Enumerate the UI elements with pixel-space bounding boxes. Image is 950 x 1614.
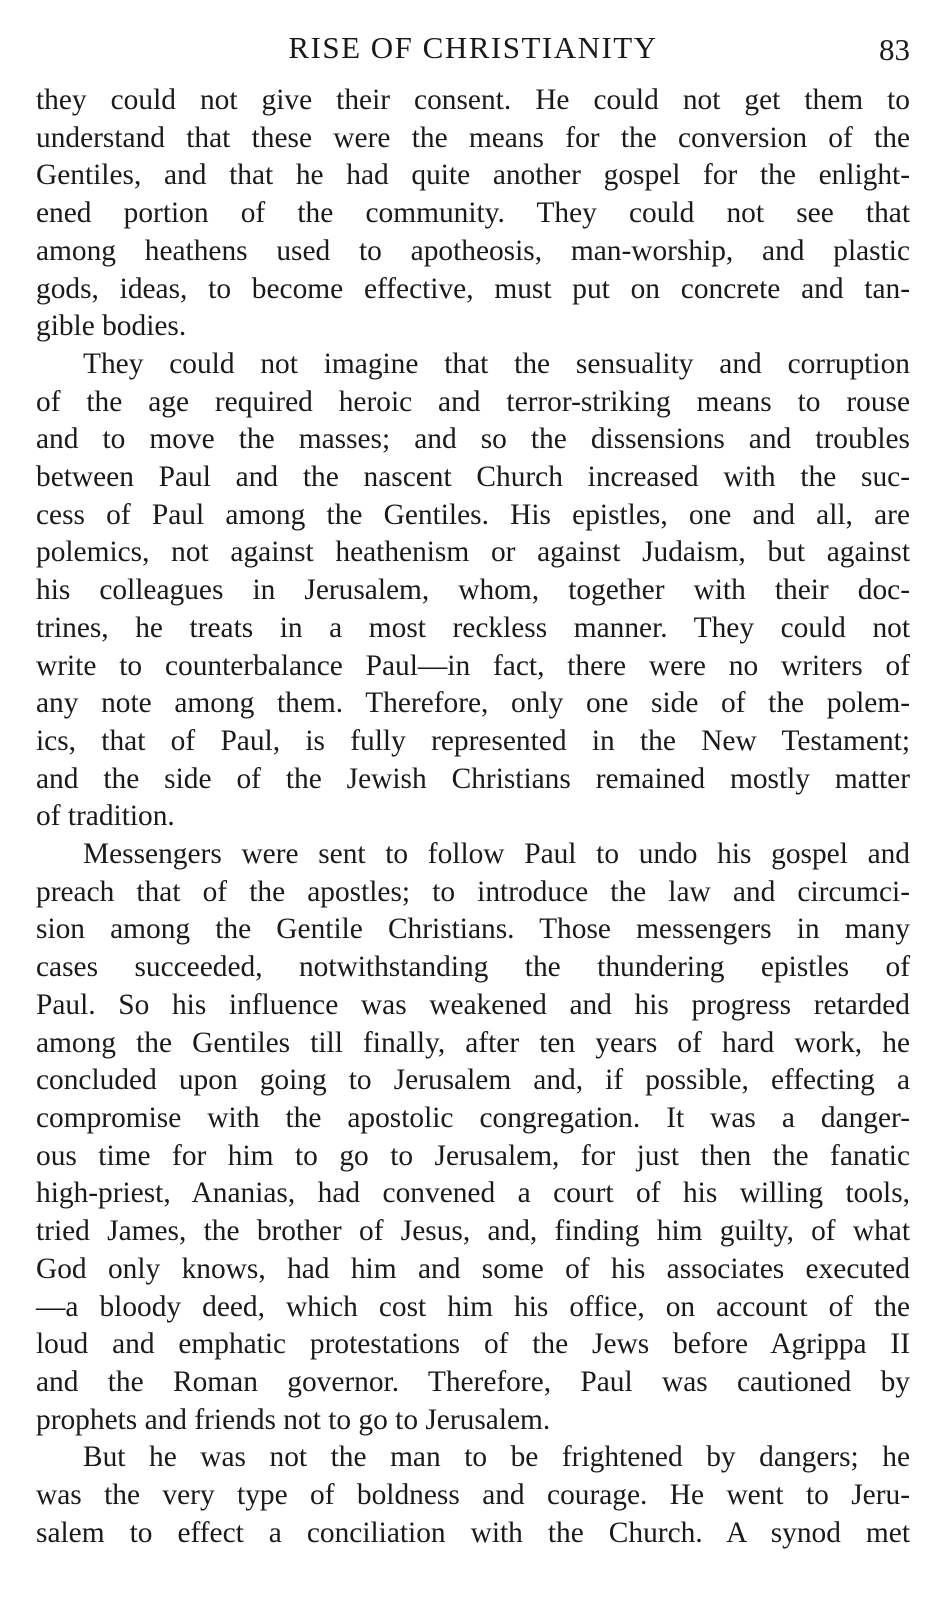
text-line: ous time for him to go to Jerusalem, for just then the fanatic xyxy=(36,1139,910,1172)
text-line: cases succeeded, notwithstanding the thundering epistles of xyxy=(36,951,910,984)
text-line: They could not imagine that the sensuality and corruption xyxy=(83,347,910,380)
text-line: compromise with the apostolic congregation. It was a danger- xyxy=(36,1101,910,1134)
text-line: gible bodies. xyxy=(36,310,187,343)
text-line: any note among them. Therefore, only one side of the polem- xyxy=(36,687,910,720)
text-line: and the Roman governor. Therefore, Paul was cautioned by xyxy=(36,1365,910,1398)
text-line: Messengers were sent to follow Paul to undo his gospel and xyxy=(83,838,910,871)
text-line: tried James, the brother of Jesus, and, finding him guilty, of what xyxy=(36,1215,910,1248)
text-line: and to move the masses; and so the dissensions and troubles xyxy=(36,423,910,456)
text-line: high-priest, Ananias, had convened a court of his willing tools, xyxy=(36,1177,910,1210)
text-line: prophets and friends not to go to Jerusalem. xyxy=(36,1403,551,1436)
text-line: write to counterbalance Paul—in fact, there were no writers of xyxy=(36,649,910,682)
text-line: preach that of the apostles; to introduce the law and circumci- xyxy=(36,875,910,908)
body-text xyxy=(36,82,910,1552)
text-line: salem to effect a conciliation with the Church. A synod met xyxy=(36,1516,910,1549)
text-line: of the age required heroic and terror-striking means to rouse xyxy=(36,385,910,418)
text-line: ics, that of Paul, is fully represented in the New Testament; xyxy=(36,724,910,757)
text-line: loud and emphatic protestations of the Jews before Agrippa II xyxy=(36,1328,910,1361)
text-line: and the side of the Jewish Christians remained mostly matter xyxy=(36,762,910,795)
text-line: But he was not the man to be frightened by dangers; he xyxy=(83,1441,910,1474)
text-line: among the Gentiles till finally, after ten years of hard work, he xyxy=(36,1026,910,1059)
text-line: sion among the Gentile Christians. Those messengers in many xyxy=(36,913,910,946)
text-line: Paul. So his influence was weakened and his progress retarded xyxy=(36,988,910,1021)
text-line: concluded upon going to Jerusalem and, if possible, effecting a xyxy=(36,1064,910,1097)
text-line: they could not give their consent. He could not get them to xyxy=(36,84,910,116)
text-line: God only knows, had him and some of his associates executed xyxy=(36,1252,910,1285)
paragraph xyxy=(36,346,910,836)
page-number: 83 xyxy=(879,32,910,67)
text-line: among heathens used to apotheosis, man-worship, and plastic xyxy=(36,234,910,267)
text-line: Gentiles, and that he had quite another gospel for the enlight- xyxy=(36,159,910,192)
text-line: —a bloody deed, which cost him his office, on account of the xyxy=(36,1290,910,1323)
paragraph xyxy=(36,82,910,346)
page-header xyxy=(36,28,910,72)
text-line: was the very type of boldness and courage. He went to Jeru- xyxy=(36,1479,910,1512)
text-line: of tradition. xyxy=(36,800,175,833)
text-line: understand that these were the means for the conversion of the xyxy=(36,121,910,154)
text-line: his colleagues in Jerusalem, whom, together with their doc- xyxy=(36,574,910,607)
paragraph xyxy=(36,836,910,1439)
text-line: cess of Paul among the Gentiles. His epistles, one and all, are xyxy=(36,498,910,531)
book-page xyxy=(36,28,910,1552)
text-line: ened portion of the community. They could not see that xyxy=(36,197,910,230)
text-line: trines, he treats in a most reckless manner. They could not xyxy=(36,611,910,644)
text-line: gods, ideas, to become effective, must put on concrete and tan- xyxy=(36,272,910,305)
text-line: polemics, not against heathenism or against Judaism, but against xyxy=(36,536,910,569)
text-line: between Paul and the nascent Church increased with the suc- xyxy=(36,461,910,494)
paragraph xyxy=(36,1439,910,1552)
running-title: RISE OF CHRISTIANITY xyxy=(288,30,658,65)
